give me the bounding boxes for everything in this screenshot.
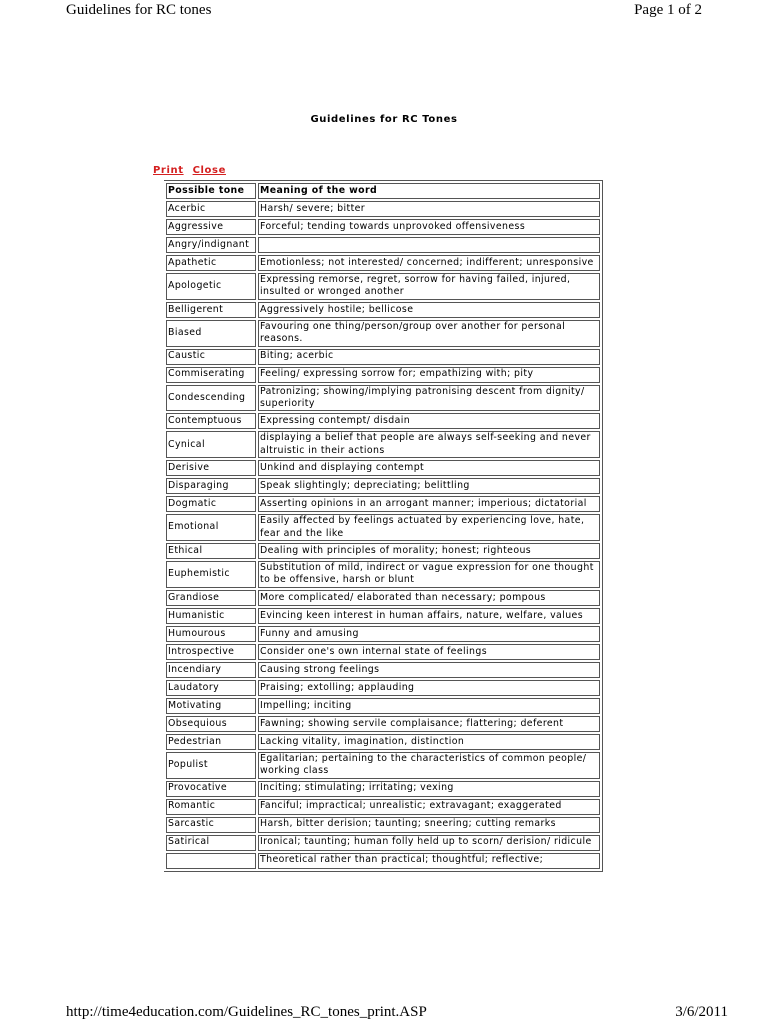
tone-cell: Euphemistic <box>166 561 256 588</box>
table-row <box>166 514 600 541</box>
tone-cell: Condescending <box>166 385 256 412</box>
table-row <box>166 752 600 779</box>
table-row <box>166 680 600 696</box>
tone-cell: Emotional <box>166 514 256 541</box>
table-row <box>166 349 600 365</box>
tones-table <box>164 180 603 872</box>
tone-cell: Apathetic <box>166 255 256 271</box>
tone-cell: Introspective <box>166 644 256 660</box>
tone-cell: Provocative <box>166 781 256 797</box>
column-header-tone: Possible tone <box>166 183 256 199</box>
table-row <box>166 201 600 217</box>
meaning-cell <box>258 237 600 253</box>
tone-cell: Sarcastic <box>166 817 256 833</box>
tone-cell: Derisive <box>166 460 256 476</box>
tone-cell: Ethical <box>166 543 256 559</box>
table-row <box>166 460 600 476</box>
table-row <box>166 496 600 512</box>
meaning-cell: Lacking vitality, imagination, distinction <box>258 734 600 750</box>
print-header <box>0 0 768 24</box>
table-row <box>166 255 600 271</box>
table-row <box>166 662 600 678</box>
tone-cell: Belligerent <box>166 302 256 318</box>
source-url: http://time4education.com/Guidelines_RC_tones_print.ASP <box>66 1004 427 1020</box>
table-row <box>166 590 600 606</box>
table-row <box>166 799 600 815</box>
table-row <box>166 219 600 235</box>
column-header-meaning: Meaning of the word <box>258 183 600 199</box>
table-row <box>166 320 600 347</box>
tones-table-container <box>164 180 604 954</box>
table-row <box>166 302 600 318</box>
table-row <box>166 385 600 412</box>
table-row <box>166 781 600 797</box>
table-row <box>166 273 600 300</box>
meaning-cell: Praising; extolling; applauding <box>258 680 600 696</box>
table-row <box>166 817 600 833</box>
meaning-cell: Substitution of mild, indirect or vague expression for one thought to be offensive, harsh or blunt <box>258 561 600 588</box>
meaning-cell: Ironical; taunting; human folly held up to scorn/ derision/ ridicule <box>258 835 600 851</box>
tone-cell: Contemptuous <box>166 413 256 429</box>
meaning-cell: Speak slightingly; depreciating; belittling <box>258 478 600 494</box>
meaning-cell: displaying a belief that people are always self-seeking and never altruistic in their actions <box>258 431 600 458</box>
meaning-cell: Theoretical rather than practical; thoughtful; reflective; <box>258 853 600 869</box>
tone-cell: Biased <box>166 320 256 347</box>
table-row <box>166 716 600 732</box>
table-row <box>166 561 600 588</box>
meaning-cell: Fawning; showing servile complaisance; flattering; deferent <box>258 716 600 732</box>
print-link[interactable]: Print <box>153 165 184 176</box>
table-row <box>166 431 600 458</box>
meaning-cell: Expressing remorse, regret, sorrow for having failed, injured, insulted or wronged another <box>258 273 600 300</box>
meaning-cell: Fanciful; impractical; unrealistic; extravagant; exaggerated <box>258 799 600 815</box>
tone-cell: Acerbic <box>166 201 256 217</box>
tone-cell: Motivating <box>166 698 256 714</box>
table-row <box>166 626 600 642</box>
tone-cell: Satirical <box>166 835 256 851</box>
meaning-cell: More complicated/ elaborated than necessary; pompous <box>258 590 600 606</box>
tone-cell: Laudatory <box>166 680 256 696</box>
meaning-cell: Patronizing; showing/implying patronising descent from dignity/ superiority <box>258 385 600 412</box>
meaning-cell: Causing strong feelings <box>258 662 600 678</box>
tone-cell: Incendiary <box>166 662 256 678</box>
table-row <box>166 367 600 383</box>
table-row <box>166 853 600 869</box>
tone-cell: Pedestrian <box>166 734 256 750</box>
meaning-cell: Asserting opinions in an arrogant manner; imperious; dictatorial <box>258 496 600 512</box>
table-row <box>166 644 600 660</box>
table-row <box>166 543 600 559</box>
tone-cell: Populist <box>166 752 256 779</box>
meaning-cell: Dealing with principles of morality; honest; righteous <box>258 543 600 559</box>
tone-cell: Romantic <box>166 799 256 815</box>
table-row <box>166 698 600 714</box>
meaning-cell: Harsh/ severe; bitter <box>258 201 600 217</box>
meaning-cell: Biting; acerbic <box>258 349 600 365</box>
action-links <box>153 165 235 176</box>
table-row <box>166 478 600 494</box>
tone-cell: Obsequious <box>166 716 256 732</box>
print-date: 3/6/2011 <box>675 1004 728 1020</box>
table-row <box>166 237 600 253</box>
tone-cell <box>166 853 256 869</box>
page-number: Page 1 of 2 <box>634 2 702 18</box>
table-header-row <box>166 183 600 199</box>
tone-cell: Humourous <box>166 626 256 642</box>
meaning-cell: Funny and amusing <box>258 626 600 642</box>
meaning-cell: Expressing contempt/ disdain <box>258 413 600 429</box>
tone-cell: Grandiose <box>166 590 256 606</box>
meaning-cell: Inciting; stimulating; irritating; vexing <box>258 781 600 797</box>
print-footer <box>0 1004 768 1024</box>
meaning-cell: Consider one's own internal state of feelings <box>258 644 600 660</box>
tone-cell: Humanistic <box>166 608 256 624</box>
meaning-cell: Egalitarian; pertaining to the characteristics of common people/ working class <box>258 752 600 779</box>
tone-cell: Commiserating <box>166 367 256 383</box>
tone-cell: Apologetic <box>166 273 256 300</box>
meaning-cell: Forceful; tending towards unprovoked offensiveness <box>258 219 600 235</box>
meaning-cell: Emotionless; not interested/ concerned; indifferent; unresponsive <box>258 255 600 271</box>
tone-cell: Caustic <box>166 349 256 365</box>
tone-cell: Dogmatic <box>166 496 256 512</box>
tone-cell: Aggressive <box>166 219 256 235</box>
meaning-cell: Impelling; inciting <box>258 698 600 714</box>
table-row <box>166 835 600 851</box>
page-title: Guidelines for RC Tones <box>310 114 458 125</box>
meaning-cell: Favouring one thing/person/group over another for personal reasons. <box>258 320 600 347</box>
meaning-cell: Unkind and displaying contempt <box>258 460 600 476</box>
close-link[interactable]: Close <box>192 165 226 176</box>
meaning-cell: Evincing keen interest in human affairs, nature, welfare, values <box>258 608 600 624</box>
tone-cell: Angry/indignant <box>166 237 256 253</box>
meaning-cell: Feeling/ expressing sorrow for; empathizing with; pity <box>258 367 600 383</box>
meaning-cell: Harsh, bitter derision; taunting; sneering; cutting remarks <box>258 817 600 833</box>
meaning-cell: Aggressively hostile; bellicose <box>258 302 600 318</box>
table-row <box>166 734 600 750</box>
tone-cell: Cynical <box>166 431 256 458</box>
table-row <box>166 608 600 624</box>
header-title: Guidelines for RC tones <box>66 2 212 18</box>
table-row <box>166 413 600 429</box>
tone-cell: Disparaging <box>166 478 256 494</box>
meaning-cell: Easily affected by feelings actuated by experiencing love, hate, fear and the like <box>258 514 600 541</box>
